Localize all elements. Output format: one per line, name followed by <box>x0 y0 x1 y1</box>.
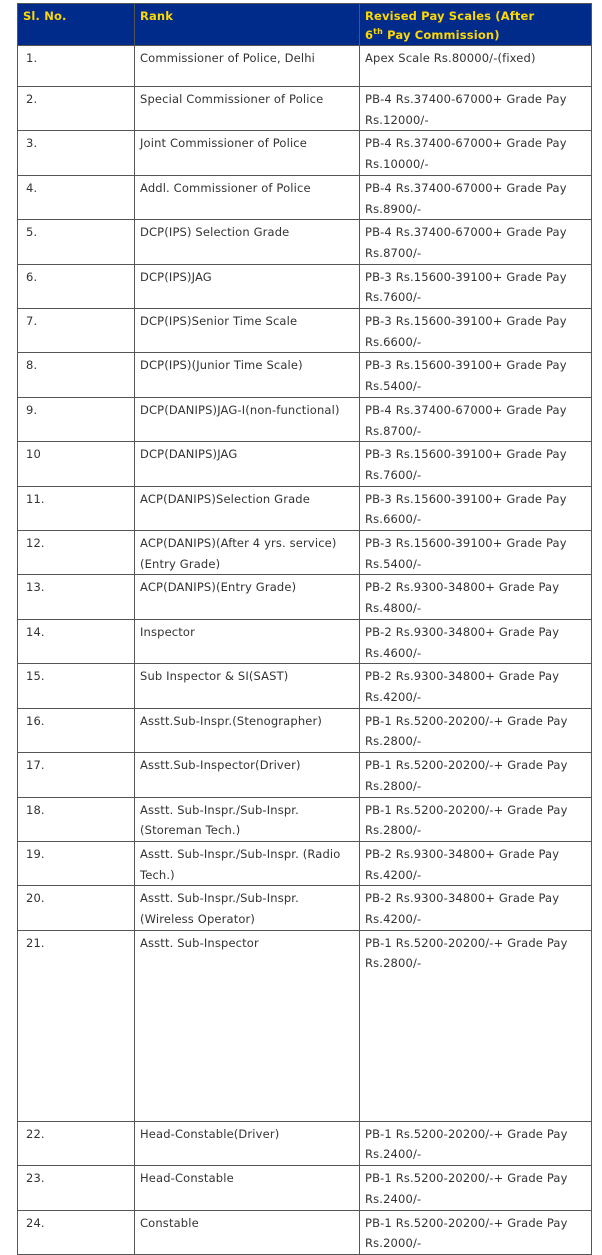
sl-no-cell: 11. <box>18 486 135 530</box>
sl-no-cell: 2. <box>18 87 135 131</box>
pay-scale-cell: PB-3 Rs.15600-39100+ Grade Pay Rs.5400/- <box>360 531 592 575</box>
sl-no-cell: 23. <box>18 1166 135 1210</box>
sl-no-cell: 24. <box>18 1210 135 1254</box>
table-row <box>18 664 592 708</box>
sl-no-cell: 8. <box>18 353 135 397</box>
pay-scale-cell: Apex Scale Rs.80000/-(fixed) <box>360 46 592 87</box>
table-row <box>18 131 592 175</box>
table-row <box>18 708 592 752</box>
rank-cell: Asstt. Sub-Inspr./Sub-Inspr. (Storeman Tech.) <box>135 797 360 841</box>
pay-scale-cell: PB-3 Rs.15600-39100+ Grade Pay Rs.7600/- <box>360 442 592 486</box>
pay-scale-cell: PB-4 Rs.37400-67000+ Grade Pay Rs.8900/- <box>360 175 592 219</box>
rank-cell: Asstt.Sub-Inspector(Driver) <box>135 753 360 797</box>
table-row <box>18 531 592 575</box>
rank-cell: Sub Inspector & SI(SAST) <box>135 664 360 708</box>
rank-cell: ACP(DANIPS)Selection Grade <box>135 486 360 530</box>
rank-cell: Asstt. Sub-Inspector <box>135 930 360 1121</box>
rank-cell: DCP(IPS)JAG <box>135 264 360 308</box>
table-row <box>18 619 592 663</box>
table-row <box>18 1210 592 1254</box>
pay-scale-cell: PB-1 Rs.5200-20200/-+ Grade Pay Rs.2400/- <box>360 1166 592 1210</box>
rank-cell: Joint Commissioner of Police <box>135 131 360 175</box>
pay-scale-cell: PB-2 Rs.9300-34800+ Grade Pay Rs.4800/- <box>360 575 592 619</box>
table-row <box>18 575 592 619</box>
header-pay-prefix: Revised Pay Scales (After <box>365 9 535 23</box>
table-row <box>18 841 592 885</box>
pay-scale-cell: PB-1 Rs.5200-20200/-+ Grade Pay Rs.2800/- <box>360 797 592 841</box>
table-row <box>18 930 592 1121</box>
table-row <box>18 220 592 264</box>
pay-scales-table <box>17 3 592 1255</box>
header-rank: Rank <box>135 4 360 46</box>
table-row <box>18 797 592 841</box>
rank-cell: DCP(IPS) Selection Grade <box>135 220 360 264</box>
pay-scale-cell: PB-1 Rs.5200-20200/-+ Grade Pay Rs.2800/- <box>360 708 592 752</box>
pay-scale-cell: PB-3 Rs.15600-39100+ Grade Pay Rs.5400/- <box>360 353 592 397</box>
sl-no-cell: 14. <box>18 619 135 663</box>
sl-no-cell: 21. <box>18 930 135 1121</box>
rank-cell: Asstt. Sub-Inspr./Sub-Inspr. (Radio Tech.) <box>135 841 360 885</box>
sl-no-cell: 1. <box>18 46 135 87</box>
pay-scale-cell: PB-1 Rs.5200-20200/-+ Grade Pay Rs.2400/- <box>360 1121 592 1165</box>
pay-scale-cell: PB-3 Rs.15600-39100+ Grade Pay Rs.7600/- <box>360 264 592 308</box>
sl-no-cell: 22. <box>18 1121 135 1165</box>
pay-scale-cell: PB-3 Rs.15600-39100+ Grade Pay Rs.6600/- <box>360 486 592 530</box>
sl-no-cell: 15. <box>18 664 135 708</box>
table-row <box>18 886 592 930</box>
pay-scale-cell: PB-1 Rs.5200-20200/-+ Grade Pay Rs.2800/- <box>360 753 592 797</box>
sl-no-cell: 18. <box>18 797 135 841</box>
pay-scale-cell: PB-3 Rs.15600-39100+ Grade Pay Rs.6600/- <box>360 309 592 353</box>
rank-cell: Asstt.Sub-Inspr.(Stenographer) <box>135 708 360 752</box>
rank-cell: Inspector <box>135 619 360 663</box>
pay-scale-cell: PB-1 Rs.5200-20200/-+ Grade Pay Rs.2800/- <box>360 930 592 1121</box>
rank-cell: ACP(DANIPS)(After 4 yrs. service) (Entry Grade) <box>135 531 360 575</box>
rank-cell: ACP(DANIPS)(Entry Grade) <box>135 575 360 619</box>
table-header-row <box>18 4 592 46</box>
sl-no-cell: 13. <box>18 575 135 619</box>
table-row <box>18 309 592 353</box>
table-row <box>18 353 592 397</box>
sl-no-cell: 16. <box>18 708 135 752</box>
sl-no-cell: 12. <box>18 531 135 575</box>
header-pay-sup: th <box>373 27 383 37</box>
table-row <box>18 87 592 131</box>
table-row <box>18 264 592 308</box>
pay-scale-cell: PB-2 Rs.9300-34800+ Grade Pay Rs.4200/- <box>360 664 592 708</box>
pay-scale-cell: PB-4 Rs.37400-67000+ Grade Pay Rs.8700/- <box>360 220 592 264</box>
rank-cell: DCP(DANIPS)JAG <box>135 442 360 486</box>
table-row <box>18 175 592 219</box>
sl-no-cell: 6. <box>18 264 135 308</box>
table-row <box>18 442 592 486</box>
table-row <box>18 397 592 441</box>
sl-no-cell: 17. <box>18 753 135 797</box>
rank-cell: Asstt. Sub-Inspr./Sub-Inspr. (Wireless Operator) <box>135 886 360 930</box>
table-row <box>18 486 592 530</box>
pay-scale-cell: PB-2 Rs.9300-34800+ Grade Pay Rs.4200/- <box>360 841 592 885</box>
sl-no-cell: 19. <box>18 841 135 885</box>
rank-cell: Constable <box>135 1210 360 1254</box>
table-row <box>18 1121 592 1165</box>
sl-no-cell: 10 <box>18 442 135 486</box>
pay-scale-cell: PB-2 Rs.9300-34800+ Grade Pay Rs.4600/- <box>360 619 592 663</box>
pay-scale-cell: PB-4 Rs.37400-67000+ Grade Pay Rs.8700/- <box>360 397 592 441</box>
rank-cell: DCP(DANIPS)JAG-I(non-functional) <box>135 397 360 441</box>
sl-no-cell: 7. <box>18 309 135 353</box>
sl-no-cell: 3. <box>18 131 135 175</box>
sl-no-cell: 20. <box>18 886 135 930</box>
header-sl-no: Sl. No. <box>18 4 135 46</box>
rank-cell: DCP(IPS)Senior Time Scale <box>135 309 360 353</box>
pay-scale-cell: PB-4 Rs.37400-67000+ Grade Pay Rs.12000/- <box>360 87 592 131</box>
header-revised-pay-scales <box>360 4 592 46</box>
header-pay-sup-num: 6 <box>365 28 374 42</box>
table-row <box>18 753 592 797</box>
rank-cell: Addl. Commissioner of Police <box>135 175 360 219</box>
table-row <box>18 1166 592 1210</box>
rank-cell: Head-Constable(Driver) <box>135 1121 360 1165</box>
rank-cell: Commissioner of Police, Delhi <box>135 46 360 87</box>
sl-no-cell: 9. <box>18 397 135 441</box>
rank-cell: Special Commissioner of Police <box>135 87 360 131</box>
table-row <box>18 46 592 87</box>
rank-cell: Head-Constable <box>135 1166 360 1210</box>
header-pay-suffix: Pay Commission) <box>382 28 500 42</box>
sl-no-cell: 4. <box>18 175 135 219</box>
pay-scale-cell: PB-4 Rs.37400-67000+ Grade Pay Rs.10000/- <box>360 131 592 175</box>
pay-scale-cell: PB-1 Rs.5200-20200/-+ Grade Pay Rs.2000/- <box>360 1210 592 1254</box>
sl-no-cell: 5. <box>18 220 135 264</box>
pay-scale-cell: PB-2 Rs.9300-34800+ Grade Pay Rs.4200/- <box>360 886 592 930</box>
rank-cell: DCP(IPS)(Junior Time Scale) <box>135 353 360 397</box>
